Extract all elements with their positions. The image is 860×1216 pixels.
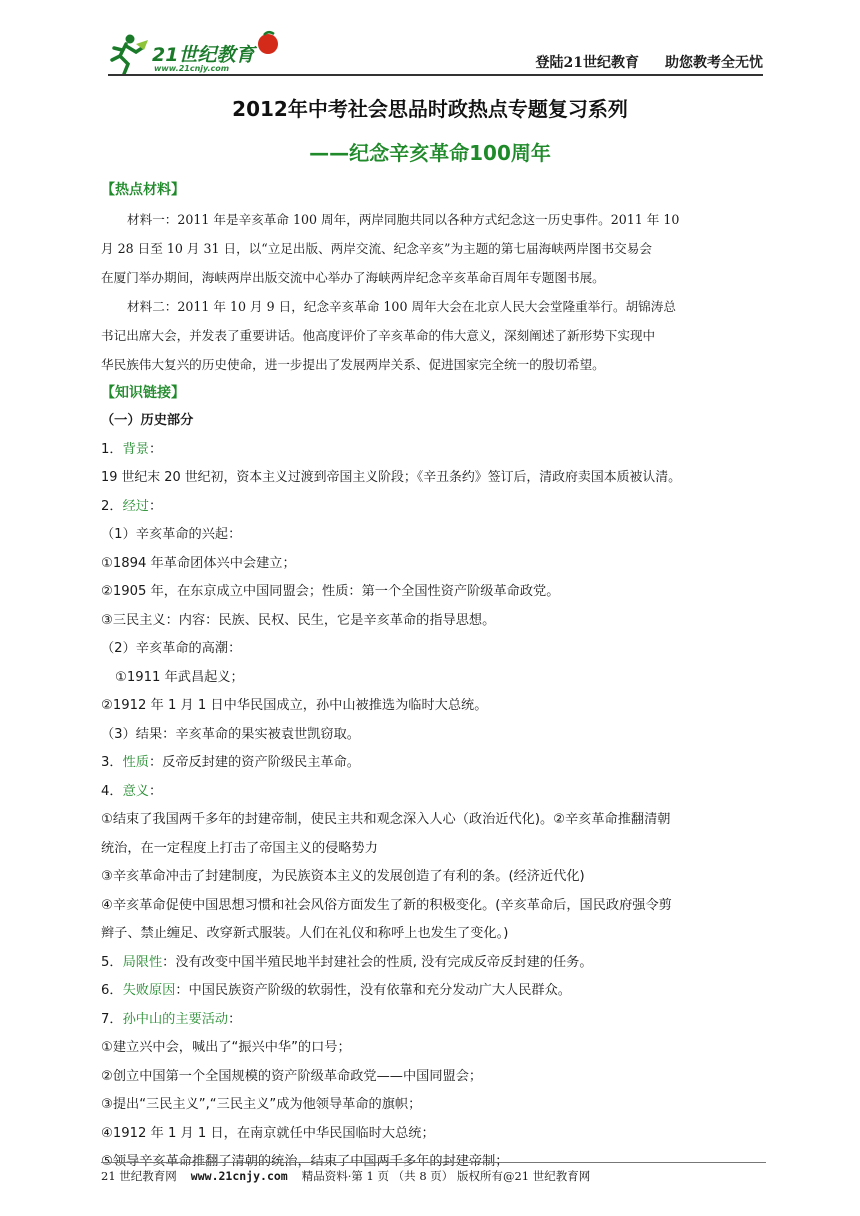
item-number: 7．	[101, 1011, 123, 1027]
item-4-heading	[101, 778, 766, 807]
logo-text: 21世纪教育	[152, 44, 255, 66]
item-label: 性质	[122, 755, 149, 770]
item-label: 意义	[122, 783, 149, 799]
footer-pagination: 精品资料·第 1 页 （共 8 页） 版权所有@21 世纪教育网	[301, 1169, 591, 1183]
item-number: 5．	[101, 954, 123, 970]
item-1-heading	[101, 436, 766, 465]
sub-heading-3: （3）结果：辛亥革命的果实被袁世凯窃取。	[101, 726, 360, 742]
item-6	[101, 977, 766, 1006]
item-number: 1．	[101, 441, 123, 457]
list-item: ②1912 年 1 月 1 日中华民国成立，孙中山被推选为临时大总统。	[101, 698, 488, 713]
header-divider	[108, 74, 763, 76]
material1-line3: 在厦门举办期间，海峡两岸出版交流中心举办了海峡两岸纪念辛亥革命百周年专题图书展。	[101, 269, 605, 285]
item-text: ：没有改变中国半殖民地半封建社会的性质, 没有完成反帝反封建的任务。	[162, 954, 593, 970]
logo	[108, 30, 288, 76]
list-item: ②创立中国第一个全国规模的资产阶级革命政党——中国同盟会；	[101, 1068, 483, 1084]
footer-divider	[101, 1162, 766, 1163]
list-item: ③提出“三民主义”,“三民主义”成为他领导革命的旗帜；	[101, 1097, 422, 1112]
item-label: 经过	[122, 498, 149, 514]
item-label: 局限性	[122, 954, 163, 970]
list-item: ①建立兴中会，喊出了“振兴中华”的口号；	[101, 1040, 351, 1055]
item-label: 孙中山的主要活动	[122, 1011, 229, 1027]
slogan-left: 登陆21世纪教育	[535, 55, 639, 71]
page-header	[108, 30, 763, 76]
item-label: 背景	[122, 441, 149, 457]
list-item-cont: 统治，在一定程度上打击了帝国主义的侵略势力	[101, 840, 378, 856]
item-number: 6．	[101, 983, 123, 998]
list-item: ④辛亥革命促使中国思想习惯和社会风俗方面发生了新的积极变化。(辛亥革命后，国民政府强令剪	[101, 897, 672, 913]
footer-url[interactable]: www.21cnjy.com	[190, 1169, 288, 1183]
footer-site: 21 世纪教育网	[101, 1169, 177, 1183]
document-body	[101, 176, 766, 1177]
list-item-cont: 辫子、禁止缠足、改穿新式服装。人们在礼仪和称呼上也发生了变化。)	[101, 926, 509, 941]
page-subtitle: ——纪念辛亥革命100周年	[309, 141, 551, 165]
page-footer	[101, 1168, 766, 1184]
item-text: ：中国民族资产阶级的软弱性，没有依靠和充分发动广大人民群众。	[175, 983, 571, 998]
item-7-heading	[101, 1006, 766, 1035]
item-2-heading	[101, 493, 766, 522]
list-item: ①1911 年武昌起义；	[115, 669, 244, 685]
material2-line1: 材料二：2011 年 10 月 9 日，纪念辛亥革命 100 周年大会在北京人民大会堂隆重举行。胡锦涛总	[127, 298, 676, 314]
material1-line2: 月 28 日至 10 月 31 日，以“立足出版、两岸交流、纪念辛亥”为主题的第七届海峡两岸图书交易会	[101, 240, 652, 256]
item-number: 3．	[101, 755, 123, 770]
item-colon: ：	[148, 783, 163, 799]
material2-line3: 华民族伟大复兴的历史使命，进一步提出了发展两岸关系、促进国家完全统一的殷切希望。	[101, 356, 605, 372]
list-item: ③三民主义：内容：民族、民权、民生，它是辛亥革命的指导思想。	[101, 612, 496, 628]
item-number: 4．	[101, 783, 123, 799]
list-item: ②1905 年，在东京成立中国同盟会；性质：第一个全国性资产阶级革命政党。	[101, 584, 560, 599]
sub-heading-2: （2）辛亥革命的高潮：	[101, 641, 242, 656]
item-colon: ：	[148, 498, 163, 514]
item-colon: ：	[228, 1011, 242, 1027]
item-1-text: 19 世纪末 20 世纪初，资本主义过渡到帝国主义阶段；《辛丑条约》签订后，清政府卖国本质被认清。	[101, 470, 682, 485]
list-item: ①结束了我国两千多年的封建帝制，使民主共和观念深入人心（政治近代化)。②辛亥革命推翻清朝	[101, 812, 671, 827]
item-label: 失败原因	[122, 983, 176, 998]
logo-url: www.21cnjy.com	[154, 64, 230, 73]
item-5	[101, 949, 766, 978]
list-item: ①1894 年革命团体兴中会建立；	[101, 555, 296, 571]
page-title: 2012年中考社会思品时政热点专题复习系列	[232, 97, 628, 121]
list-item: ⑤领导辛亥革命推翻了清朝的统治，结束了中国两千多年的封建帝制；	[101, 1154, 509, 1169]
sub-heading-1: （1）辛亥革命的兴起：	[101, 527, 242, 542]
section-heading-hot: 【热点材料】	[101, 182, 185, 198]
section-heading-link: 【知识链接】	[101, 384, 185, 401]
item-text: ：反帝反封建的资产阶级民主革命。	[148, 755, 360, 770]
item-3	[101, 749, 766, 778]
list-item: ③辛亥革命冲击了封建制度，为民族资本主义的发展创造了有利的条。(经济近代化)	[101, 869, 585, 884]
material2-line2: 书记出席大会，并发表了重要讲话。他高度评价了辛亥革命的伟大意义，深刻阐述了新形势下实现中	[101, 327, 656, 343]
part-heading-history: （一）历史部分	[101, 413, 194, 428]
list-item: ④1912 年 1 月 1 日，在南京就任中华民国临时大总统；	[101, 1125, 435, 1141]
item-number: 2．	[101, 498, 123, 514]
header-slogan	[510, 52, 763, 72]
slogan-right: 助您教考全无忧	[665, 55, 763, 71]
item-colon: ：	[148, 441, 163, 457]
material1-line1: 材料一：2011 年是辛亥革命 100 周年，两岸同胞共同以各种方式纪念这一历史事件。2011 年 10	[127, 211, 680, 227]
